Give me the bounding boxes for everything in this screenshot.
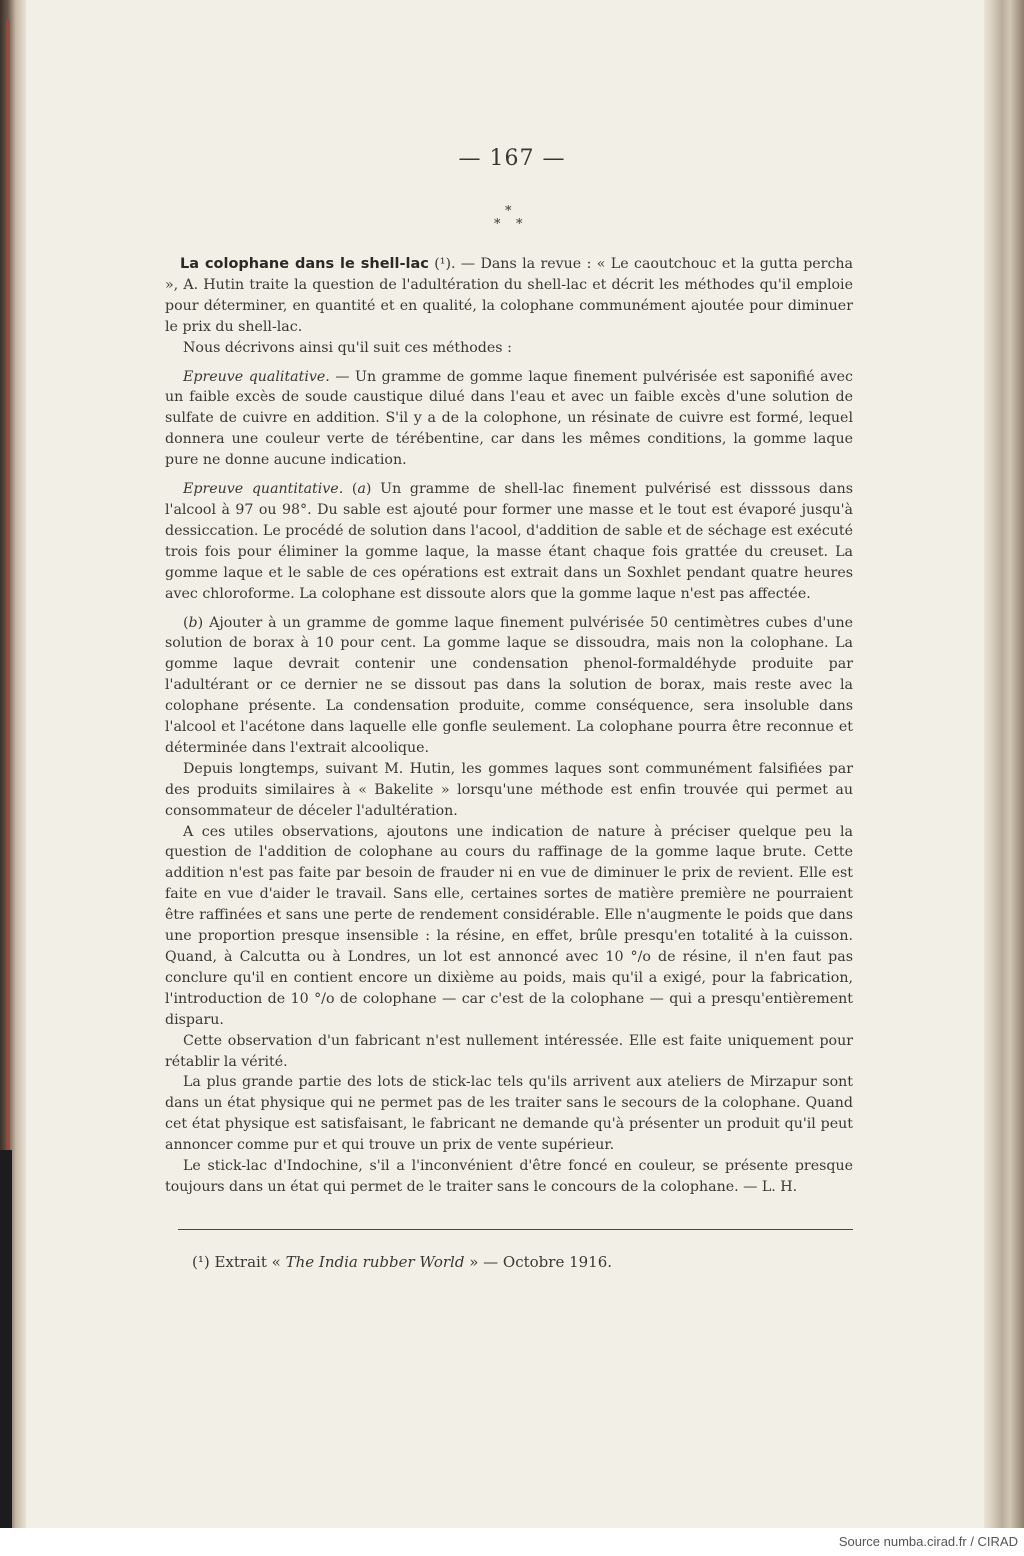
- article-paragraph: [165, 367, 853, 472]
- asterism-separator: [490, 204, 530, 234]
- article-paragraph: [165, 479, 853, 604]
- paragraph-text: Un gramme de shell-lac finement pulvérisé est disssous dans l'alcool à 97 ou 98°. Du sable est ajouté pour former une masse et le tout est évaporé jusqu'à dessiccation. Le procédé de solution dans l'acool, d'addition de sable et de séchage est exécuté trois fois pour éliminer la gomme laque, la masse étant chaque fois grattée du creuset. La gomme laque et le sable de ces opérations est extrait dans un Soxhlet pendant quatre heures avec chloroforme. La colophane est dissoute alors que la gomme laque n'est pas affectée.: [165, 481, 853, 602]
- footnote-reference: (¹): [434, 256, 452, 272]
- marker-paren: (: [183, 614, 189, 631]
- footnote-source-title: The India rubber World: [285, 1253, 465, 1271]
- author-signature: — L. H.: [738, 1178, 798, 1195]
- paragraph-text: Ajouter à un gramme de gomme laque finement pulvérisée 50 centimètres cubes d'une solution de borax à 10 pour cent. La gomme laque se dissoudra, mais non la colophane. La gomme laque devrait contenir une condensation phenol-formaldéhyde produite par l'adultérant or ce dernier ne se dissout pas dans la solution de borax, mais reste avec la colophane présente. La condensation produite, comme conséquence, sera insoluble dans l'alcool et l'acétone dans laquelle elle gonfle seulement. La colophane pourra être reconnue et déterminée dans l'extrait alcoolique.: [165, 614, 853, 756]
- marker-paren: (: [343, 481, 358, 498]
- book-gutter: [0, 0, 26, 1528]
- binding-edge: [6, 20, 10, 1150]
- article-paragraph: [165, 254, 853, 338]
- asterisk: *: [505, 204, 512, 219]
- paragraph-text: . — Dans la revue : « Le caoutchouc et la gutta percha », A. Hutin traite la question de l'adultération du shell-lac et décrit les méthodes qu'il emploie pour déterminer, en quantité et en qualité, la colophane communément ajoutée pour diminuer le prix du shell-lac.: [165, 256, 853, 335]
- article-title: La colophane dans le shell-lac: [180, 256, 429, 272]
- item-marker: a: [357, 481, 366, 498]
- page-number: — 167 —: [458, 146, 566, 171]
- article-paragraph: La plus grande partie des lots de stick-lac tels qu'ils arrivent aux ateliers de Mirzapur sont dans un état physique qui ne permet pas de les traiter sans le secours de la colophane. Quand cet état physique est satisfaisant, le fabricant ne demande qu'à présenter un produit qu'il peut annoncer comme pur et qui trouve un prix de vente supérieur.: [165, 1074, 853, 1154]
- article-paragraph: [165, 613, 853, 759]
- article-paragraph: Nous décrivons ainsi qu'il suit ces méthodes :: [183, 339, 512, 356]
- section-label: Epreuve quantitative.: [183, 481, 344, 498]
- footnote-suffix: » — Octobre 1916.: [464, 1253, 613, 1271]
- section-label: Epreuve qualitative.: [183, 368, 330, 385]
- asterisk: *: [516, 217, 523, 232]
- footnote: [192, 1253, 612, 1271]
- paragraph-text: Le stick-lac d'Indochine, s'il a l'inconvénient d'être foncé en couleur, se présente presque toujours dans un état qui permet de le traiter sans le concours de la colophane.: [165, 1158, 853, 1195]
- page-stack-edge: [984, 0, 1024, 1528]
- marker-paren: ): [197, 614, 210, 631]
- paragraph-text: — Un gramme de gomme laque finement pulvérisée est saponifié avec un faible excès de soude caustique dilué dans l'eau et avec un faible excès d'une solution de sulfate de cuivre en addition. S'il y a de la colophone, un résinate de cuivre est formé, lequel donnera une couleur verte de térébentine, car dans les mêmes conditions, la gomme laque pure ne donne aucune indication.: [165, 368, 853, 469]
- asterisk: *: [494, 217, 501, 232]
- binding-shadow: [0, 1150, 12, 1528]
- item-marker: b: [188, 614, 198, 631]
- article-paragraph: A ces utiles observations, ajoutons une indication de nature à préciser quelque peu la question de l'addition de colophane au cours du raffinage de la gomme laque brute. Cette addition n'est pas faite par besoin de frauder ni en vue de diminuer le prix de revient. Elle est faite en vue d'aider le travail. Sans elle, certaines sortes de matière première ne pourraient être raffinées et sans une perte de rendement considérable. Elle n'augmente le poids que dans une proportion presque insensible : la résine, en effet, brûle presqu'en totalité à la cuisson. Quand, à Calcutta ou à Londres, un lot est annoncé avec 10 °/o de résine, il n'en faut pas conclure qu'il en contient encore un dixième au poids, mais qu'il a exigé, pour la fabrication, l'introduction de 10 °/o de colophane — car c'est de la colophane — qui a presqu'entièrement disparu.: [165, 823, 853, 1028]
- article-body: [165, 254, 853, 1198]
- footnote-divider: [178, 1229, 853, 1230]
- article-paragraph: Depuis longtemps, suivant M. Hutin, les gommes laques sont communément falsifiées par des produits similaires à « Bakelite » lorsqu'une méthode est enfin trouvée qui permet au consommateur de déceler l'adultération.: [165, 760, 853, 819]
- footnote-prefix: (¹) Extrait «: [192, 1253, 286, 1271]
- source-credit: Source numba.cirad.fr / CIRAD: [838, 1534, 1018, 1549]
- marker-paren: ): [365, 481, 381, 498]
- article-paragraph: Cette observation d'un fabricant n'est nullement intéressée. Elle est faite uniquement pour rétablir la vérité.: [165, 1032, 853, 1070]
- article-paragraph: [165, 1156, 853, 1198]
